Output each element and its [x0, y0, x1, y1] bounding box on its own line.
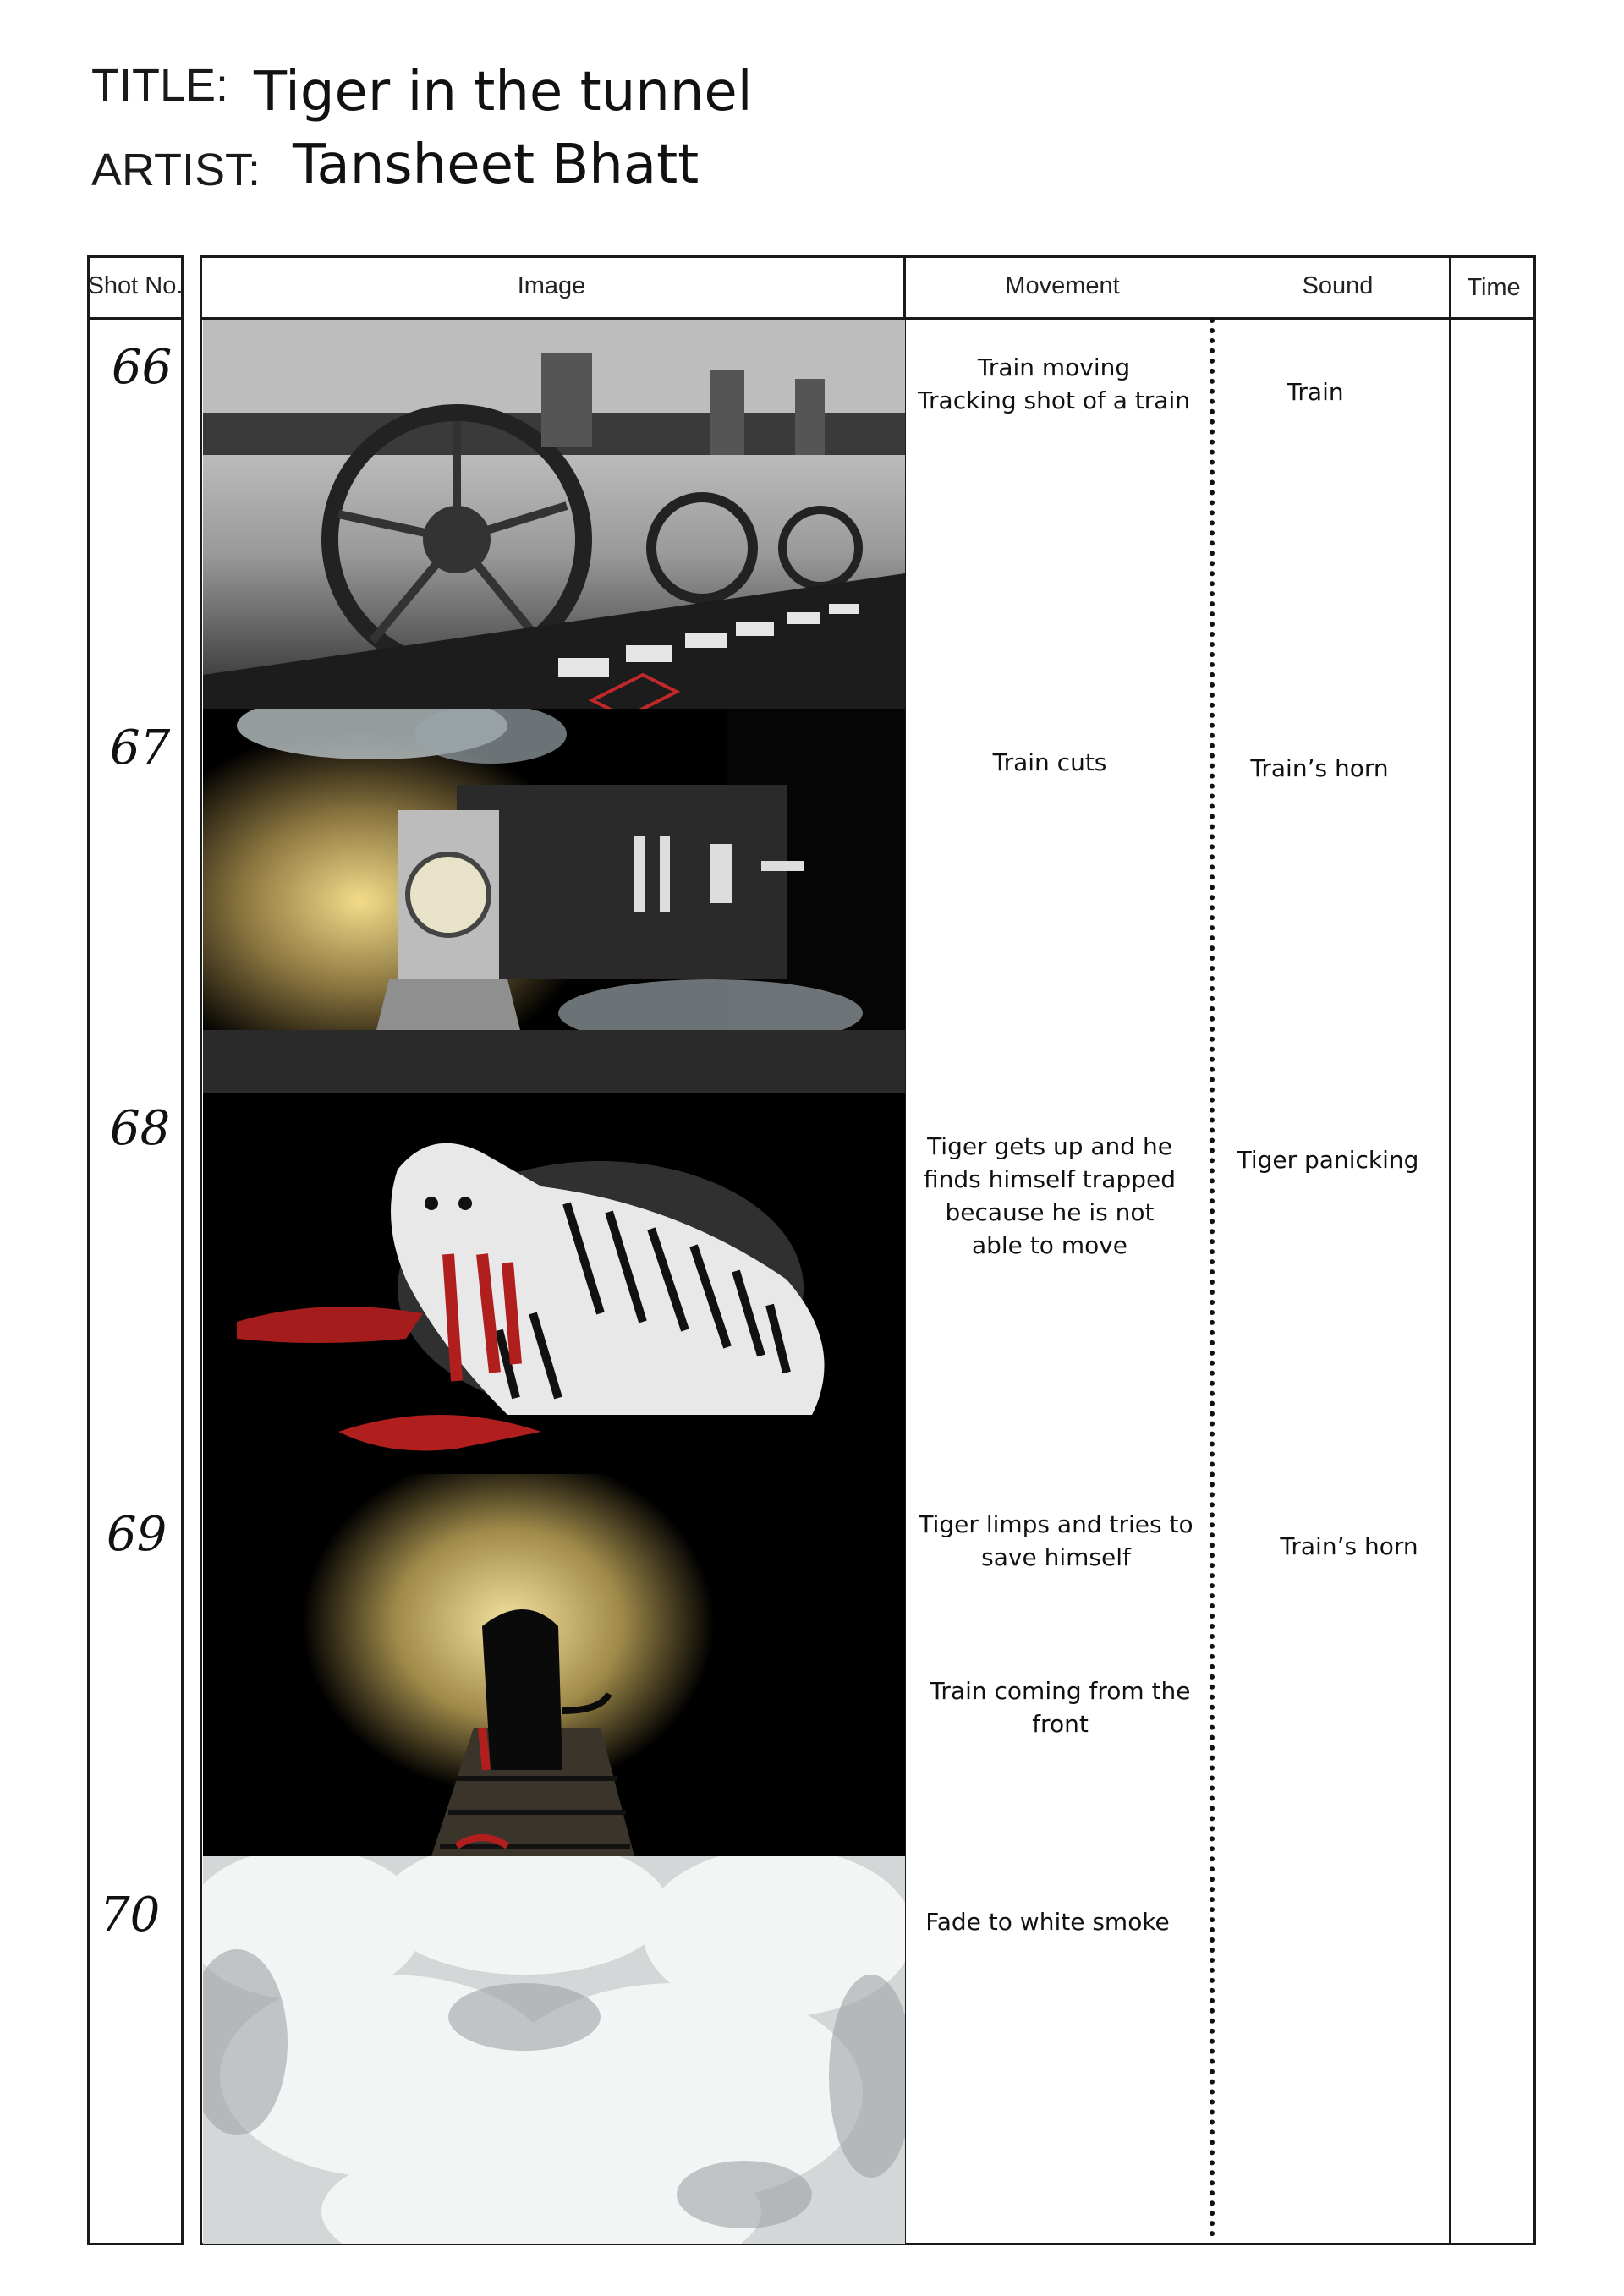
- movement-sound-divider: [1210, 318, 1215, 2238]
- movement-line: Train moving: [977, 353, 1131, 381]
- movement-line: Tracking shot of a train: [918, 386, 1190, 414]
- title-label: TITLE:: [91, 60, 229, 111]
- column-header-movement: Movement: [1005, 272, 1120, 299]
- time-column: [1449, 258, 1536, 2245]
- movement-line: Train coming from the: [930, 1677, 1191, 1705]
- sound-text: Train’s horn: [1250, 754, 1389, 782]
- storyboard-frame-train-headlight: [203, 709, 905, 1093]
- storyboard-frame-train-wheels: [203, 320, 905, 709]
- column-header-sound: Sound: [1302, 272, 1374, 299]
- sound-text: Train’s horn: [1280, 1532, 1418, 1560]
- movement-text: [906, 746, 1193, 779]
- movement-text: [906, 1905, 1189, 1938]
- movement-line: Tiger limps and tries to: [919, 1510, 1193, 1538]
- movement-text: [906, 351, 1202, 417]
- column-header-time: Time: [1467, 274, 1521, 301]
- shot-number: 70: [100, 1888, 161, 1943]
- shot-number: 69: [107, 1507, 167, 1562]
- movement-line: able to move: [971, 1231, 1128, 1259]
- movement-line: Tiger gets up and he: [927, 1132, 1172, 1160]
- movement-line: Train cuts: [992, 748, 1107, 776]
- storyboard-frame-tiger-tunnel: [203, 1474, 905, 1856]
- movement-line: because he is not: [945, 1198, 1155, 1226]
- movement-text: [906, 1508, 1206, 1574]
- artist-value: Tansheet Bhatt: [293, 134, 700, 196]
- movement-text: [906, 1674, 1215, 1740]
- column-header-shot-no: Shot No.: [87, 272, 184, 299]
- title-value: Tiger in the tunnel: [254, 61, 753, 123]
- sound-text: Train: [1287, 378, 1344, 406]
- shot-number: 67: [110, 721, 171, 775]
- artist-label: ARTIST:: [91, 145, 261, 195]
- sound-text: Tiger panicking: [1237, 1146, 1419, 1174]
- shot-header-divider: [87, 317, 184, 320]
- shot-number: 66: [112, 340, 173, 395]
- storyboard-frame-white-smoke: [203, 1856, 905, 2244]
- movement-line: finds himself trapped: [924, 1165, 1176, 1193]
- movement-line: Fade to white smoke: [925, 1908, 1170, 1936]
- movement-text: [906, 1130, 1193, 1262]
- storyboard-frame-tiger-trapped: [203, 1093, 905, 1474]
- shot-number-column: [87, 255, 184, 2245]
- shot-number: 68: [110, 1101, 171, 1156]
- movement-line: front: [1032, 1710, 1089, 1738]
- time-column-top-rule: [1449, 255, 1536, 258]
- column-header-image: Image: [517, 272, 586, 299]
- movement-line: save himself: [981, 1543, 1131, 1571]
